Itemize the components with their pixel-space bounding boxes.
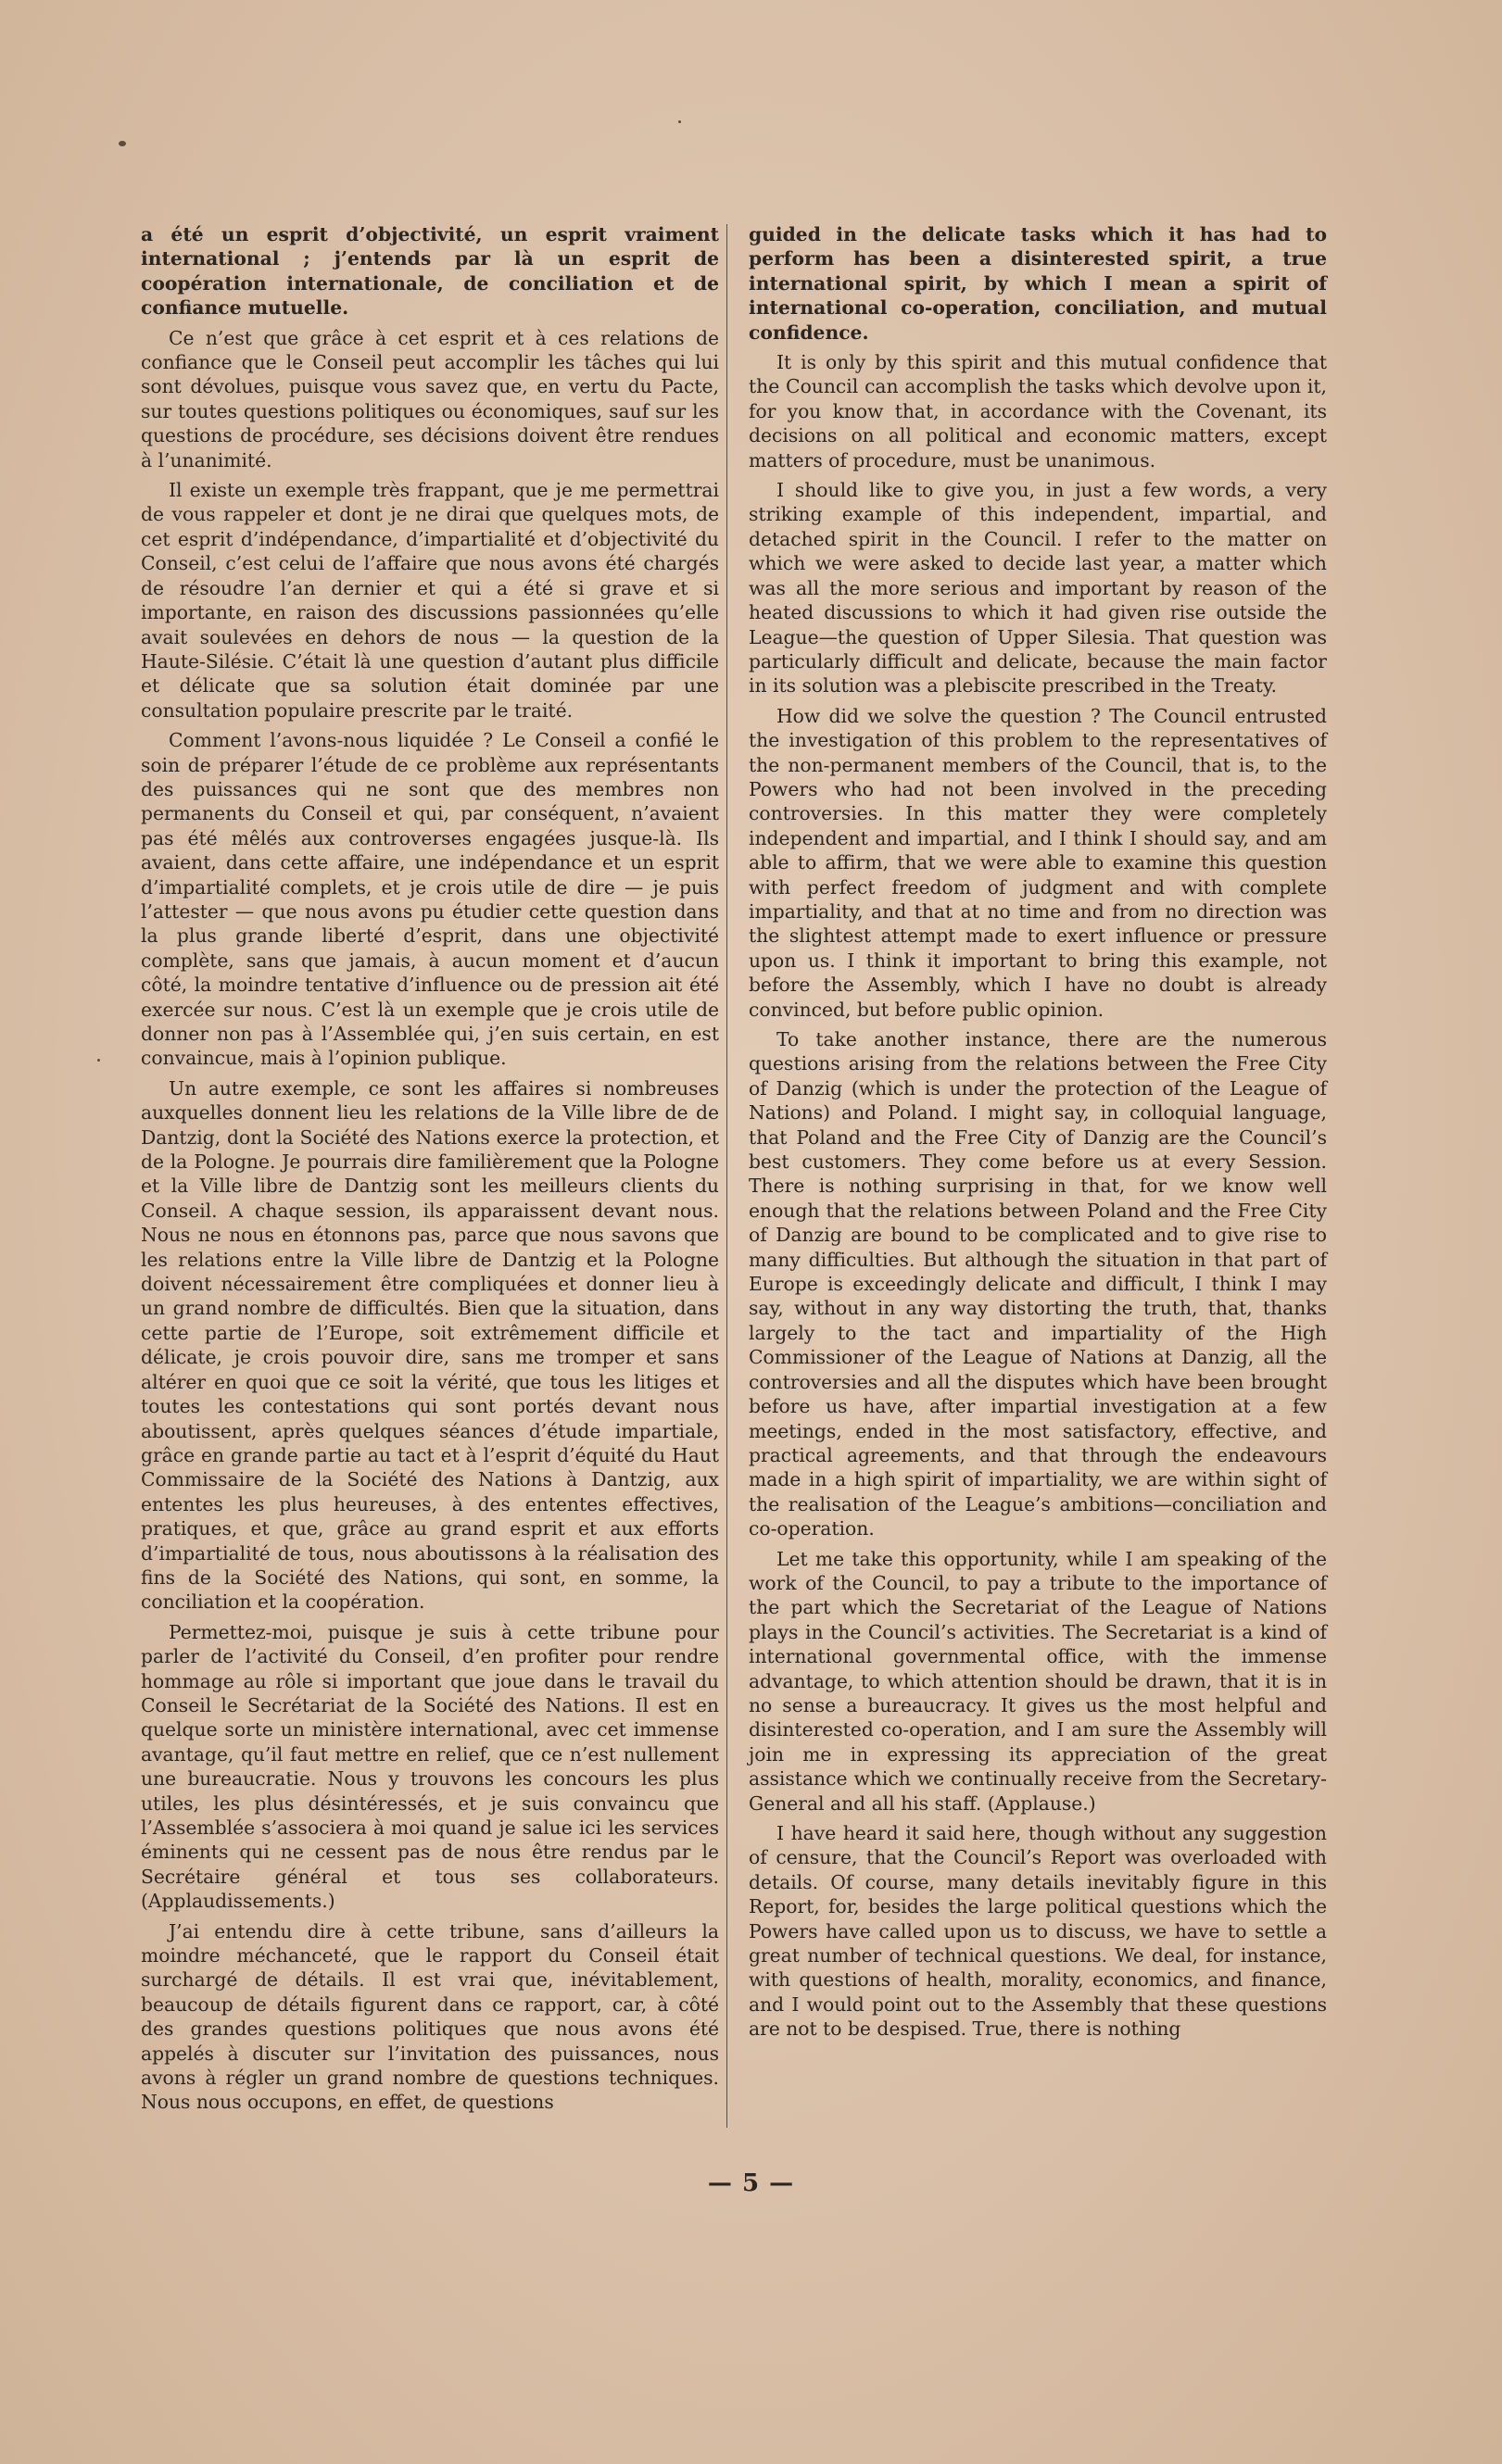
- paragraph: To take another instance, there are the numerous questions arising from the relations between the Free City of Danzig (which is under the protection of the League of Nations) and Poland. I might say, in colloquial language, that Poland and the Free City of Danzig are the Council’s best customers. They come before us at every Session. There is nothing surprising in that, for we know well enough that the relations between Poland and the Free City of Danzig are bound to be complicated and to give rise to many difficulties. But although the situation in that part of Europe is exceedingly delicate and difficult, I think I may say, without in any way distorting the truth, that, thanks largely to the tact and impartiality of the High Commissioner of the League of Nations at Danzig, all the controversies and all the disputes which have been brought before us have, after impartial investigation at a few meetings, ended in the most satisfactory, effective, and practical agreements, and that through the endeavours made in a high spirit of impartiality, we are within sight of the realisation of the League’s ambitions—conciliation and co-operation.: [749, 1028, 1327, 1540]
- column-divider: [726, 224, 727, 2128]
- paragraph: I have heard it said here, though without any suggestion of censure, that the Council’s Report was overloaded with details. Of course, many details inevitably figure in this Report, for, besides the large political questions which the Powers have called upon us to discuss, we have to settle a great number of technical questions. We deal, for instance, with questions of health, morality, economics, and finance, and I would point out to the Assembly that these questions are not to be despised. True, there is nothing: [749, 1822, 1327, 2041]
- paper-speck: [97, 1059, 100, 1062]
- paragraph: How did we solve the question ? The Council entrusted the investigation of this problem to the representatives of the non-permanent members of the Council, that is, to the Powers who had not been involved in the preceding controversies. In this matter they were completely independent and impartial, and I think I should say, and am able to affirm, that we were able to examine this question with perfect freedom of judgment and with complete impartiality, and that at no time and from no direction was the slightest attempt made to exert influence or pressure upon us. I think it important to bring this example, not before the Assembly, which I have no doubt is already convinced, but before public opinion.: [749, 704, 1327, 1021]
- paper-speck: [119, 141, 126, 146]
- english-column: [749, 222, 1327, 2042]
- paragraph: a été un esprit d’objectivité, un esprit vraiment international ; j’entends par là un esprit de coopération internationale, de conciliation et de confiance mutuelle.: [141, 223, 719, 320]
- paragraph: Un autre exemple, ce sont les affaires si nombreuses auxquelles donnent lieu les relations de la Ville libre de de Dantzig, dont la Société des Nations exerce la protection, et de la Pologne. Je pourrais dire familièrement que la Pologne et la Ville libre de Dantzig sont les meilleurs clients du Conseil. A chaque session, ils apparaissent devant nous. Nous ne nous en étonnons pas, parce que nous savons que les relations entre la Ville libre de Dantzig et la Pologne doivent nécessairement être compliquées et donner lieu à un grand nombre de difficultés. Bien que la situation, dans cette partie de l’Europe, soit extrêmement difficile et délicate, je crois pouvoir dire, sans me tromper et sans altérer en quoi que ce soit la vérité, que tous les litiges et toutes les contestations qui sont portés devant nous aboutissent, après quelques séances d’étude impartiale, grâce en grande partie au tact et à l’esprit d’équité du Haut Commissaire de la Société des Nations à Dantzig, aux ententes les plus heureuses, à des ententes effectives, pratiques, et que, grâce au grand esprit et aux efforts d’impartialité de tous, nous aboutissons à la réalisation des fins de la Société des Nations, qui sont, en somme, la conciliation et la coopération.: [141, 1076, 719, 1614]
- paper-speck: [678, 120, 681, 123]
- french-column: [141, 222, 719, 2115]
- paragraph: Il existe un exemple très frappant, que je me permettrai de vous rappeler et dont je ne dirai que quelques mots, de cet esprit d’indépendance, d’impartialité et d’objectivité du Conseil, c’est celui de l’affaire que nous avons été chargés de résoudre l’an dernier et qui a été si grave et si importante, en raison des discussions passionnées qu’elle avait soulevées en dehors de nous — la question de la Haute-Silésie. C’était là une question d’autant plus difficile et délicate que sa solution était dominée par une consultation populaire prescrite par le traité.: [141, 479, 719, 722]
- paragraph: It is only by this spirit and this mutual confidence that the Council can accomplish the tasks which devolve upon it, for you know that, in accordance with the Covenant, its decisions on all political and economic matters, except matters of procedure, must be unanimous.: [749, 351, 1327, 471]
- paragraph: I should like to give you, in just a few words, a very striking example of this independent, impartial, and detached spirit in the Council. I refer to the matter on which we were asked to decide last year, a matter which was all the more serious and important by reason of the heated discussions to which it had given rise outside the League—the question of Upper Silesia. That question was particularly difficult and delicate, because the main factor in its solution was a plebiscite prescribed in the Treaty.: [749, 479, 1327, 698]
- paragraph: Let me take this opportunity, while I am speaking of the work of the Council, to pay a tribute to the importance of the part which the Secretariat of the League of Nations plays in the Council’s activities. The Secretariat is a kind of international governmental office, with the immense advantage, to which attention should be drawn, that it is in no sense a bureaucracy. It gives us the most helpful and disinterested co-operation, and I am sure the Assembly will join me in expressing its appreciation of the great assistance which we continually receive from the Secretary-General and all his staff. (Applause.): [749, 1547, 1327, 1815]
- paragraph: J’ai entendu dire à cette tribune, sans d’ailleurs la moindre méchanceté, que le rapport du Conseil était surchargé de détails. Il est vrai que, inévitablement, beaucoup de détails figurent dans ce rapport, car, à côté des grandes questions politiques que nous avons été appelés à discuter sur l’invitation des puissances, nous avons à régler un grand nombre de questions techniques. Nous nous occupons, en effet, de questions: [141, 1919, 719, 2114]
- paragraph: Ce n’est que grâce à cet esprit et à ces relations de confiance que le Conseil peut accomplir les tâches qui lui sont dévolues, puisque vous savez que, en vertu du Pacte, sur toutes questions politiques ou économiques, sauf sur les questions de procédure, ses décisions doivent être rendues à l’unanimité.: [141, 326, 719, 471]
- document-page: [139, 222, 1327, 2205]
- paragraph: Permettez-moi, puisque je suis à cette tribune pour parler de l’activité du Conseil, d’en profiter pour rendre hommage au rôle si important que joue dans le travail du Conseil le Secrétariat de la Société des Nations. Il est en quelque sorte un ministère international, avec cet immense avantage, qu’il faut mettre en relief, que ce n’est nullement une bureaucratie. Nous y trouvons les concours les plus utiles, les plus désintéressés, et je suis convaincu que l’Assemblée s’associera à moi quand je salue ici les services éminents qui ne cessent pas de nous être rendus par le Secrétaire général et tous ses collaborateurs. (Applaudissements.): [141, 1620, 719, 1913]
- page-number: — 5 —: [707, 2169, 795, 2197]
- paragraph: Comment l’avons-nous liquidée ? Le Conseil a confié le soin de préparer l’étude de ce problème aux représentants des puissances qui ne sont que des membres non permanents du Conseil et qui, par conséquent, n’avaient pas été mêlés aux controverses engagées jusque-là. Ils avaient, dans cette affaire, une indépendance et un esprit d’impartialité complets, et je crois utile de dire — je puis l’attester — que nous avons pu étudier cette question dans la plus grande liberté d’esprit, dans une objectivité complète, sans que jamais, à aucun moment et d’aucun côté, la moindre tentative d’influence ou de pression ait été exercée sur nous. C’est là un exemple que je crois utile de donner non pas à l’Assemblée qui, j’en suis certain, en est convaincue, mais à l’opinion publique.: [141, 729, 719, 1070]
- paragraph: guided in the delicate tasks which it has had to perform has been a disinterested spirit, a true international spirit, by which I mean a spirit of international co-operation, conciliation, and mutual confidence.: [749, 223, 1327, 344]
